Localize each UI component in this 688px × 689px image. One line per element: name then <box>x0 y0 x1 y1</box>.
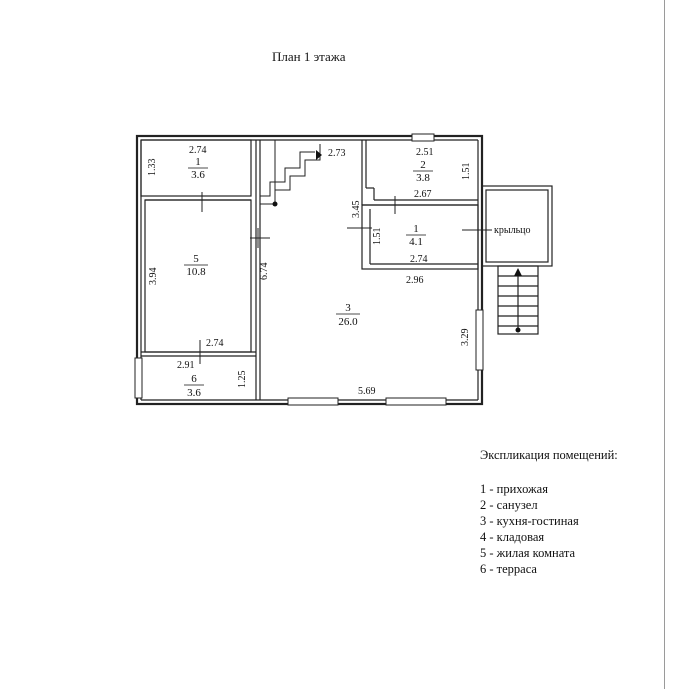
legend-item: 4 - кладовая <box>480 530 545 544</box>
legend-item: 1 - прихожая <box>480 482 548 496</box>
window-bath-top <box>412 134 434 141</box>
plan-title: План 1 этажа <box>272 49 346 64</box>
stairs-arrow <box>316 150 322 160</box>
room-3-number: 3 <box>345 302 351 314</box>
porch-arrow <box>514 268 522 276</box>
dim-1-33: 1.33 <box>147 158 158 176</box>
window-left-terrace <box>135 358 142 398</box>
room-6-number: 6 <box>191 373 197 385</box>
interior-stairs <box>260 140 320 204</box>
room-5-number: 5 <box>193 253 199 265</box>
stairs-start-dot <box>273 202 278 207</box>
dim-2-74-bottom: 2.74 <box>206 338 224 349</box>
room-6-area: 3.6 <box>187 387 201 399</box>
dim-2-67: 2.67 <box>414 189 432 200</box>
dim-3-45: 3.45 <box>351 200 362 218</box>
legend-item: 2 - санузел <box>480 498 538 512</box>
legend-item: 5 - жилая комната <box>480 546 576 560</box>
legend-title: Экспликация помещений: <box>480 448 618 462</box>
room-5-area: 10.8 <box>186 266 206 278</box>
porch-label: крыльцо <box>494 225 531 236</box>
window-right <box>476 310 483 370</box>
dim-3-94: 3.94 <box>148 267 159 285</box>
porch <box>482 186 552 334</box>
dim-1-51-left: 1.51 <box>372 227 383 245</box>
room-1-number: 1 <box>413 223 419 235</box>
room-2-number: 2 <box>420 159 426 171</box>
dim-2-51: 2.51 <box>416 147 434 158</box>
room-3-area: 26.0 <box>338 316 358 328</box>
porch-dot <box>516 328 521 333</box>
dim-2-74-top: 2.74 <box>189 145 207 156</box>
legend-item: 6 - терраса <box>480 562 537 576</box>
dim-2-73: 2.73 <box>328 148 346 159</box>
dim-3-29: 3.29 <box>460 328 471 346</box>
legend-item: 3 - кухня-гостиная <box>480 514 579 528</box>
dim-2-74-mid: 2.74 <box>410 254 428 265</box>
dim-2-96: 2.96 <box>406 275 424 286</box>
room-4-number: 1 <box>195 156 201 168</box>
room-1-area: 4.1 <box>409 236 423 248</box>
legend <box>480 448 618 577</box>
room-4-area: 3.6 <box>191 169 205 181</box>
room-2-area: 3.8 <box>416 172 430 184</box>
dim-6-74: 6.74 <box>259 262 270 280</box>
window-bottom-right <box>386 398 446 405</box>
dim-1-25: 1.25 <box>237 370 248 388</box>
window-bottom-left <box>288 398 338 405</box>
dim-2-91: 2.91 <box>177 360 195 371</box>
dim-5-69: 5.69 <box>358 386 376 397</box>
doors <box>192 192 492 364</box>
dim-1-51-right: 1.51 <box>461 162 472 180</box>
